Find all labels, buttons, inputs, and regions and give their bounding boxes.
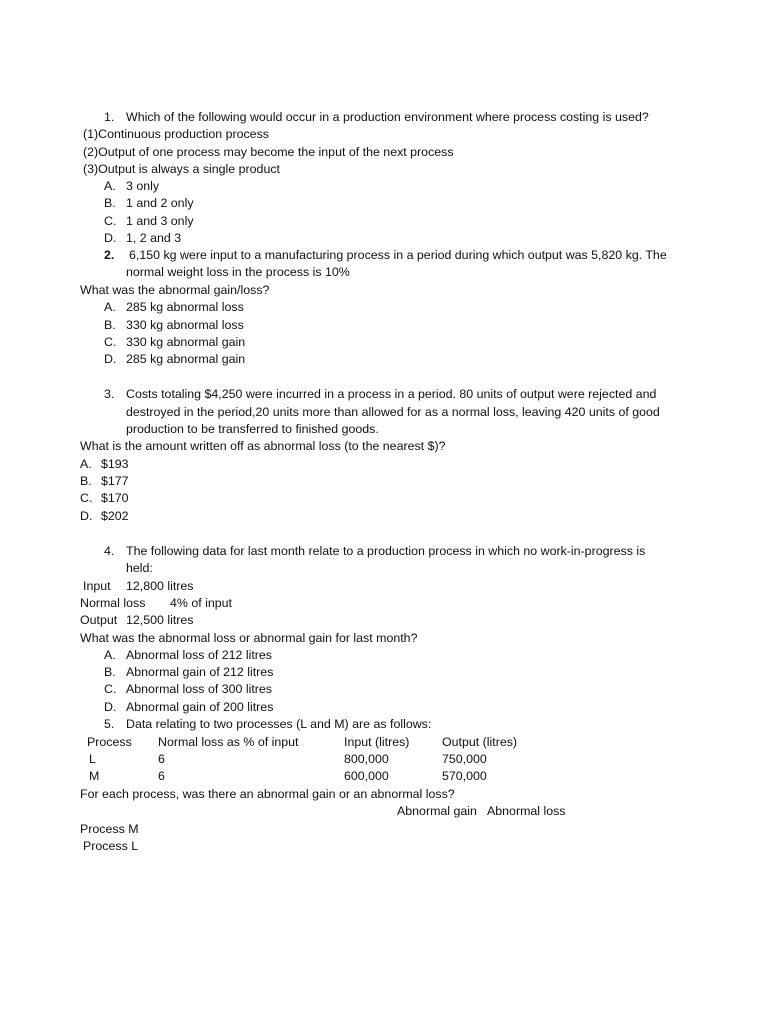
- q4-text-line2: held:: [126, 561, 153, 575]
- q3-option-letter: C.: [80, 491, 93, 505]
- q4-normal-loss-value: 4% of input: [170, 596, 232, 610]
- q5-row-m-output: 570,000: [442, 769, 487, 783]
- q2-option-letter: A.: [104, 300, 116, 314]
- q3-option-letter: B.: [80, 474, 92, 488]
- q1-option-text: 1 and 2 only: [126, 196, 194, 210]
- q3-option-text: $202: [101, 509, 129, 523]
- q2-number: 2.: [104, 248, 115, 262]
- q3-number: 3.: [104, 387, 115, 401]
- q4-option-text: Abnormal gain of 212 litres: [126, 665, 274, 679]
- q2-text-line1: 6,150 kg were input to a manufacturing process in a period during which output was 5,820 kg. The: [129, 248, 667, 262]
- q4-option-letter: D.: [104, 700, 117, 714]
- q1-statement-1: (1)Continuous production process: [83, 127, 269, 141]
- q3-text-line3: production to be transferred to finished goods.: [126, 422, 379, 436]
- q1-statement-3: (3)Output is always a single product: [83, 162, 280, 176]
- q4-output-value: 12,500 litres: [126, 613, 194, 627]
- q2-question: What was the abnormal gain/loss?: [80, 283, 270, 297]
- q5-row-l-process: L: [89, 752, 96, 766]
- q3-option-letter: A.: [80, 457, 92, 471]
- q5-header-normal-loss: Normal loss as % of input: [158, 735, 299, 749]
- q5-answer-row-l: Process L: [83, 839, 139, 853]
- q4-input-label: Input: [83, 579, 111, 593]
- q1-option-letter: B.: [104, 196, 116, 210]
- q1-option-text: 1, 2 and 3: [126, 231, 182, 245]
- q2-option-letter: D.: [104, 352, 117, 366]
- q5-question: For each process, was there an abnormal gain or an abnormal loss?: [80, 787, 455, 801]
- q5-text: Data relating to two processes (L and M) are as follows:: [126, 717, 432, 731]
- q5-header-process: Process: [87, 735, 132, 749]
- q3-option-text: $170: [101, 491, 129, 505]
- q5-row-m-normal-loss: 6: [158, 769, 165, 783]
- q5-answer-row-m: Process M: [80, 822, 139, 836]
- q4-input-value: 12,800 litres: [126, 579, 194, 593]
- q1-option-text: 1 and 3 only: [126, 214, 194, 228]
- q4-option-text: Abnormal loss of 212 litres: [126, 648, 273, 662]
- q4-option-letter: A.: [104, 648, 116, 662]
- q3-text-line2: destroyed in the period,20 units more than allowed for as a normal loss, leaving 420 units of good: [126, 405, 660, 419]
- q2-option-letter: C.: [104, 335, 117, 349]
- q3-question: What is the amount written off as abnormal loss (to the nearest $)?: [80, 439, 446, 453]
- q1-option-letter: A.: [104, 179, 116, 193]
- q4-question: What was the abnormal loss or abnormal gain for last month?: [80, 631, 418, 645]
- q4-option-text: Abnormal loss of 300 litres: [126, 682, 273, 696]
- q3-option-letter: D.: [80, 509, 93, 523]
- q2-option-text: 330 kg abnormal gain: [126, 335, 246, 349]
- q2-option-text: 330 kg abnormal loss: [126, 318, 244, 332]
- q3-option-text: $193: [101, 457, 129, 471]
- q3-text-line1: Costs totaling $4,250 were incurred in a process in a period. 80 units of output were rejected and: [126, 387, 657, 401]
- q4-option-letter: C.: [104, 682, 117, 696]
- q2-option-text: 285 kg abnormal loss: [126, 300, 244, 314]
- q5-row-l-output: 750,000: [442, 752, 487, 766]
- q2-option-letter: B.: [104, 318, 116, 332]
- q1-number: 1.: [104, 110, 115, 124]
- q1-option-letter: D.: [104, 231, 117, 245]
- q1-statement-2: (2)Output of one process may become the input of the next process: [83, 145, 454, 159]
- q5-number: 5.: [104, 717, 115, 731]
- q4-option-letter: B.: [104, 665, 116, 679]
- q1-option-text: 3 only: [126, 179, 160, 193]
- q4-text-line1: The following data for last month relate to a production process in which no work-in-progress is: [126, 544, 646, 558]
- q4-number: 4.: [104, 544, 115, 558]
- q3-option-text: $177: [101, 474, 129, 488]
- q2-option-text: 285 kg abnormal gain: [126, 352, 246, 366]
- q5-row-l-normal-loss: 6: [158, 752, 165, 766]
- q5-answer-header-gain: Abnormal gain: [397, 804, 477, 818]
- q5-row-l-input: 800,000: [344, 752, 389, 766]
- q5-row-m-input: 600,000: [344, 769, 389, 783]
- q4-output-label: Output: [80, 613, 118, 627]
- q1-text: Which of the following would occur in a production environment where process costing is used?: [126, 110, 649, 124]
- q5-row-m-process: M: [89, 769, 100, 783]
- q2-text-line2: normal weight loss in the process is 10%: [126, 265, 350, 279]
- q5-header-input: Input (litres): [344, 735, 410, 749]
- q4-normal-loss-label: Normal loss: [80, 596, 146, 610]
- q4-option-text: Abnormal gain of 200 litres: [126, 700, 274, 714]
- q5-answer-header-loss: Abnormal loss: [487, 804, 566, 818]
- q5-header-output: Output (litres): [442, 735, 518, 749]
- q1-option-letter: C.: [104, 214, 117, 228]
